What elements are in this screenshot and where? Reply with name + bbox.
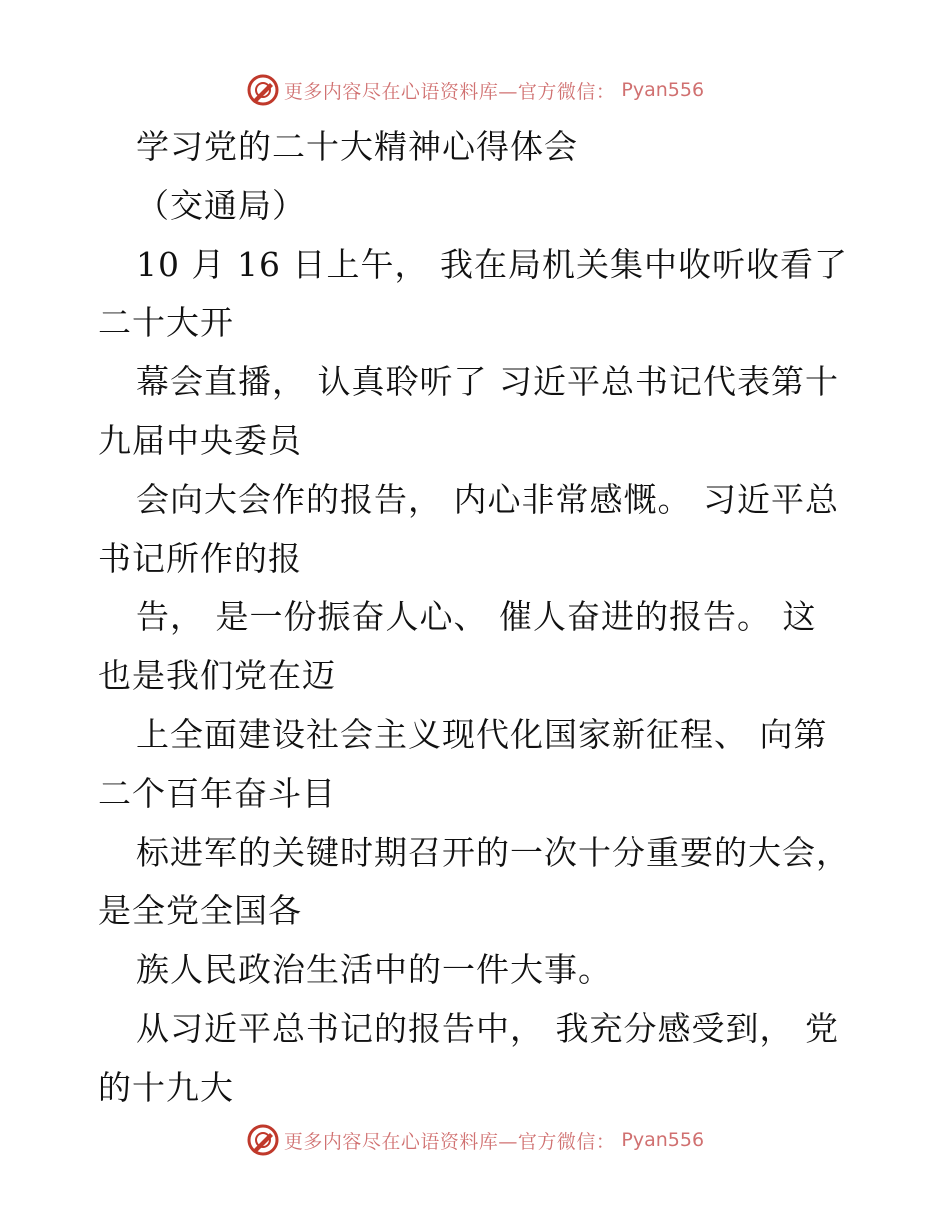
text-line: 是全党全国各 bbox=[98, 891, 302, 931]
header-wechat-id: Pyan556 bbox=[621, 79, 705, 101]
footer-banner bbox=[0, 1120, 950, 1160]
header-banner bbox=[0, 70, 950, 110]
header-banner-text: 更多内容尽在心语资料库—官方微信： bbox=[283, 80, 616, 103]
text-line: 标进军的关键时期召开的一次十分重要的大会， bbox=[136, 832, 850, 872]
text-line: 二十大开 bbox=[98, 303, 234, 343]
text-line: （交通局） bbox=[136, 185, 306, 225]
text-line: 上全面建设社会主义现代化国家新征程、 向第 bbox=[136, 714, 828, 754]
logo-icon bbox=[246, 1123, 280, 1157]
text-line: 幕会直播， 认真聆听了 习近平总书记代表第十 bbox=[136, 362, 839, 402]
text-line: 学习党的二十大精神心得体会 bbox=[136, 127, 578, 166]
text-line: 的十九大 bbox=[98, 1067, 234, 1107]
text-line: 从习近平总书记的报告中， 我充分感受到， 党 bbox=[136, 1008, 839, 1048]
footer-wechat-id: Pyan556 bbox=[621, 1129, 705, 1151]
text-line: 会向大会作的报告， 内心非常感慨。 习近平总 bbox=[136, 479, 839, 519]
footer-banner-text: 更多内容尽在心语资料库—官方微信： bbox=[283, 1130, 616, 1153]
logo-icon bbox=[246, 73, 280, 107]
text-line: 10 月 16 日上午， 我在局机关集中收听收看了 bbox=[136, 244, 848, 284]
text-line: 告， 是一份振奋人心、 催人奋进的报告。 这 bbox=[136, 597, 817, 637]
document-body bbox=[98, 118, 858, 1118]
text-line: 九届中央委员 bbox=[98, 420, 302, 460]
text-line: 族人民政治生活中的一件大事。 bbox=[136, 950, 612, 990]
text-line: 也是我们党在迈 bbox=[98, 656, 336, 696]
text-line: 书记所作的报 bbox=[98, 538, 302, 578]
text-line: 二个百年奋斗目 bbox=[98, 773, 336, 813]
